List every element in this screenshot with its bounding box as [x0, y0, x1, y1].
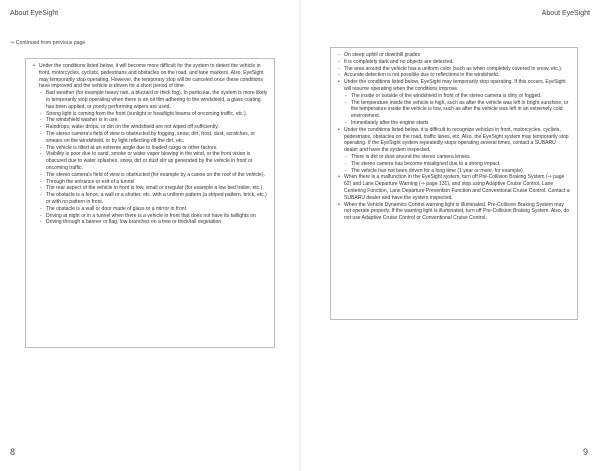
bullet-text: Under the conditions listed below, EyeSight may temporarily stop operating. If this occurs, EyeSight will resume operating when the conditions improve.: [344, 79, 566, 92]
left-bullet-list: [32, 63, 268, 226]
dash-item: - Strong light is coming from the front (sunlight or headlight beams of oncoming traffic, etc.).: [39, 111, 268, 118]
dash-item: - The inside or outside of the windshield in front of the stereo camera is dirty or fogged.: [344, 93, 571, 100]
dash-item: - Driving at night or in a tunnel when there is a vehicle in front that does not have its taillights on: [39, 213, 268, 220]
page-number-left: 8: [10, 447, 16, 457]
page-gutter: [299, 0, 301, 471]
bullet-item: [337, 79, 571, 127]
dash-item: - The stereo camera's field of view is obstructed (for example by a canoe on the roof of the vehicle).: [39, 172, 268, 179]
bullet-text: Under the conditions listed below, it will become more difficult for the system to detect the vehicle in front, motorcycles, cyclists, pedestrians and obstacles on the road, and lane markers. Also, EyeSight may temporarily stop operating. However, the temporary stop will be canceled once these conditions have improved and the vehicle is driven for a short period of time.: [39, 63, 264, 90]
dash-item: - The stereo camera has become misaligned due to a strong impact.: [344, 161, 571, 168]
dash-item: - There is dirt or dust around the stereo camera lenses.: [344, 154, 571, 161]
left-content-box: [25, 58, 275, 348]
dash-item: - Through the entrance or exit of a tunnel: [39, 179, 268, 186]
dash-item: - The temperature inside the vehicle is high, such as after the vehicle was left in bright sunshine, or the temperature inside the vehicle is low, such as after the vehicle was left in an extremely cold environment.: [344, 100, 571, 120]
bullet-item: [337, 202, 571, 222]
dash-item: - The rear aspect of the vehicle in front is low, small or irregular (for example a low bed trailer, etc.).: [39, 185, 268, 192]
dash-item: - The stereo camera's field of view is obstructed by fogging, snow, dirt, frost, dust, scratches, or smears on the windshield, or by light reflecting off the dirt, etc.: [39, 131, 268, 145]
dash-item: - Driving through a banner or flag, low branches on a tree or thick/tall vegetation: [39, 219, 268, 226]
dash-list: [344, 154, 571, 174]
bullet-item: [337, 127, 571, 175]
continued-note: ⇒ Continued from previous page: [10, 40, 86, 46]
dash-item: - Visibility is poor due to sand, smoke or water vapor blowing in the wind, or the front vision is obscured due to water splashes, snow, dirt or dust stir up generated by the vehicle in front or oncoming traffic.: [39, 151, 268, 171]
dash-item: - The area around the vehicle has a uniform color (such as when completely covered in snow, etc.).: [337, 66, 571, 73]
dash-item: - On steep uphill or downhill grades: [337, 52, 571, 59]
right-bullet-list: [337, 79, 571, 222]
dash-item: - The vehicle has not been driven for a long time (1 year or more, for example).: [344, 168, 571, 175]
dash-item: - Raindrops, water drops, or dirt on the windshield are not wiped off sufficiently.: [39, 124, 268, 131]
dash-item: - The windshield washer is in use.: [39, 117, 268, 124]
page-number-right: 9: [582, 447, 588, 457]
bullet-text: When there is a malfunction in the EyeSight system, turn off Pre-Collision Braking System (⇒ page 62) and Lane Departure Warning (⇒ page 131), and stop using Adaptive Cruise Control, Lane Centering Function, Lane Departure Prevention Function and Conventional Cruise Control. Contact a SUBARU dealer and have the system inspected.: [344, 174, 570, 201]
dash-item: - The obstacle is a wall or door made of glass or a mirror in front.: [39, 206, 268, 213]
dash-list: [344, 93, 571, 127]
bullet-item: [337, 174, 571, 201]
bullet-item: [32, 63, 268, 226]
dash-item: - Bad weather (for example heavy rain, a blizzard or thick fog). In particular, the system is more likely to temporarily stop operating when there is an oil film adhering to the windshield, a glass coating has been applied, or poorly performing wipers are used.: [39, 90, 268, 110]
right-content-box: [330, 47, 578, 320]
bullet-text: Under the conditions listed below, it is difficult to recognize vehicles in front, motorcycles, cyclists, pedestrians, obstacles on the road, traffic lanes, etc. Also, the EyeSight system may temporarily stop operating. If the EyeSight system repeatedly stops operating several times, contact a SUBARU dealer and have the system inspected.: [344, 126, 569, 154]
bullet-text: When the Vehicle Dynamics Control warning light is illuminated, Pre-Collision Braking System may not operate properly. If the warning light is illuminated, turn off Pre-Collision Braking System. Also, do not use Adaptive Cruise Control or Conventional Cruise Control.: [344, 201, 570, 222]
dash-item: - Immediately after the engine starts: [344, 120, 571, 127]
running-header-right: About EyeSight: [541, 10, 590, 17]
dash-item: - The vehicle is tilted at an extreme angle due to loaded cargo or other factors.: [39, 145, 268, 152]
lead-dash-list: [337, 52, 571, 79]
running-header-left: About EyeSight: [10, 10, 59, 17]
dash-item: - The obstacle is a fence, a wall or a shutter, etc. with a uniform pattern (a striped pattern, brick, etc.) or with no pattern in front.: [39, 192, 268, 206]
dash-list: [39, 90, 268, 226]
dash-item: - Accurate detection is not possible due to reflections in the windshield.: [337, 72, 571, 79]
dash-item: - It is completely dark and no objects are detected.: [337, 59, 571, 66]
